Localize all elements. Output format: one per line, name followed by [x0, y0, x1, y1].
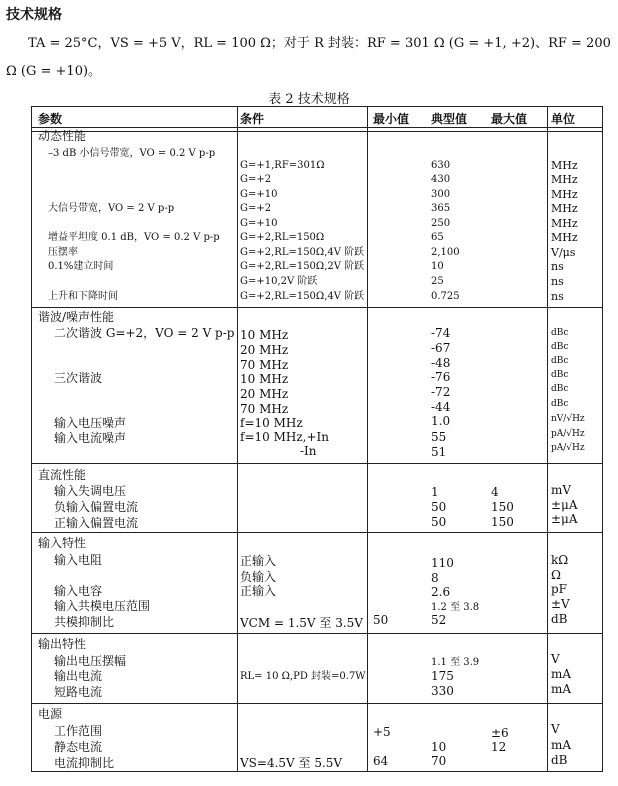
header-min: 最小值 [373, 112, 410, 126]
typ-cell: 10 [431, 261, 444, 272]
param-label: 输出电压摆幅 [54, 654, 127, 668]
intro-paragraph: TA = 25°C，VS = +5 V，RL = 100 Ω；对于 R 封装：RF = 301 Ω (G = +1, +2)、RF = 200 Ω (G = +10)。 [6, 36, 611, 79]
unit-cell: mA [551, 682, 572, 696]
cond-cell: f=10 MHz [240, 416, 303, 430]
unit-cell: pA/√Hz [551, 443, 585, 453]
cond-cell: 70 MHz [240, 358, 289, 372]
cond-cell: -In [300, 444, 317, 458]
param-label: 输入电压噪声 [54, 416, 127, 430]
max-cell: 4 [491, 485, 499, 499]
unit-cell: ns [551, 290, 564, 303]
typ-cell: 250 [431, 218, 451, 229]
cond-cell: G=+2,RL=150Ω [240, 232, 325, 243]
cond-cell: RL= 10 Ω,PD 封装=0.7W [240, 671, 366, 682]
max-cell: 12 [491, 740, 507, 754]
typ-cell: 8 [431, 571, 439, 585]
cond-cell: 20 MHz [240, 387, 289, 401]
unit-cell: mA [551, 667, 572, 681]
max-cell: 150 [491, 500, 514, 514]
cond-cell: 20 MHz [240, 343, 289, 357]
param-label: 电流抑制比 [54, 756, 115, 770]
param-label: 共模抑制比 [54, 615, 115, 629]
typ-cell: 1 [431, 485, 439, 499]
param-label: 工作范围 [54, 724, 103, 738]
min-cell: +5 [373, 725, 391, 739]
unit-cell: mV [551, 483, 572, 497]
unit-cell: dBc [551, 399, 569, 409]
header-max: 最大值 [491, 112, 528, 126]
param-label: 输入电容 [54, 584, 103, 598]
unit-cell: ±μA [551, 498, 578, 512]
section-title-output: 输出特性 [38, 637, 87, 651]
cond-cell: G=+10 [240, 189, 278, 200]
cond-cell: G=+10 [240, 218, 278, 229]
cond-cell: 10 MHz [240, 372, 289, 386]
unit-cell: mA [551, 738, 572, 752]
unit-cell: dBc [551, 384, 569, 394]
param-label: 输入电阻 [54, 553, 103, 567]
cond-cell: G=+2 [240, 174, 272, 185]
unit-cell: Ω [551, 568, 561, 582]
typ-cell: 55 [431, 430, 447, 444]
header-typ: 典型值 [431, 112, 468, 126]
typ-cell: 2,100 [431, 247, 460, 258]
unit-cell: V [551, 652, 560, 666]
section-title-noise: 谐波/噪声性能 [38, 310, 115, 324]
cond-cell: G=+2,RL=150Ω,4V 阶跃 [240, 247, 365, 258]
typ-cell: 330 [431, 684, 454, 698]
unit-cell: ns [551, 260, 564, 273]
unit-cell: pA/√Hz [551, 429, 585, 439]
typ-cell: 1.0 [431, 414, 451, 428]
typ-cell: 175 [431, 669, 454, 683]
cond-cell: G=+10,2V 阶跃 [240, 276, 318, 287]
unit-cell: dB [551, 753, 568, 767]
typ-cell: 65 [431, 232, 444, 243]
unit-cell: dBc [551, 356, 569, 366]
cond-cell: f=10 MHz,+In [240, 430, 329, 444]
unit-cell: MHz [551, 188, 578, 201]
cond-cell: G=+1,RF=301Ω [240, 160, 325, 171]
param-label: 输出电流 [54, 669, 103, 683]
param-label: 二次谐波 G=+2，VO = 2 V p-p [54, 326, 235, 340]
param-label: 正输入偏置电流 [54, 516, 139, 530]
header-param: 参数 [38, 112, 63, 126]
cond-cell: G=+2 [240, 203, 272, 214]
unit-cell: V [551, 722, 560, 736]
section-title-dynamic: 动态性能 [38, 129, 87, 143]
max-cell: ±6 [491, 726, 509, 740]
table-caption: 表 2 技术规格 [268, 92, 350, 107]
min-cell: 50 [373, 613, 389, 627]
param-label: 输入失调电压 [54, 484, 127, 498]
unit-cell: MHz [551, 217, 578, 230]
param-label: –3 dB 小信号带宽，VO = 0.2 V p-p [48, 148, 216, 159]
unit-cell: dB [551, 612, 568, 626]
typ-cell: 1.2 至 3.8 [431, 602, 480, 613]
typ-cell: 365 [431, 203, 451, 214]
typ-cell: 1.1 至 3.9 [431, 657, 480, 668]
typ-cell: 0.725 [431, 291, 460, 302]
typ-cell: 300 [431, 189, 451, 200]
max-cell: 150 [491, 515, 514, 529]
param-label: 上升和下降时间 [48, 291, 118, 302]
cond-cell: 70 MHz [240, 402, 289, 416]
cond-cell: 10 MHz [240, 328, 289, 342]
param-label: 输入共模电压范围 [54, 599, 151, 613]
cond-cell: 正输入 [240, 584, 277, 598]
param-label: 输入电流噪声 [54, 431, 127, 445]
typ-cell: 430 [431, 174, 451, 185]
unit-cell: MHz [551, 231, 578, 244]
param-label: 压摆率 [48, 247, 78, 258]
header-unit: 单位 [551, 112, 576, 126]
typ-cell: 50 [431, 500, 447, 514]
cond-cell: G=+2,RL=150Ω,2V 阶跃 [240, 261, 365, 272]
unit-cell: kΩ [551, 553, 569, 567]
unit-cell: V/μs [551, 246, 576, 259]
cond-cell: G=+2,RL=150Ω,4V 阶跃 [240, 291, 365, 302]
param-label: 增益平坦度 0.1 dB，VO = 0.2 V p-p [48, 232, 220, 243]
cond-cell: VS=4.5V 至 5.5V [240, 756, 343, 770]
typ-cell: 51 [431, 445, 447, 459]
unit-cell: dBc [551, 342, 569, 352]
typ-cell: 10 [431, 740, 447, 754]
unit-cell: dBc [551, 370, 569, 380]
header-cond: 条件 [240, 112, 265, 126]
unit-cell: MHz [551, 173, 578, 186]
unit-cell: MHz [551, 202, 578, 215]
cond-cell: 负输入 [240, 570, 277, 584]
typ-cell: -72 [431, 385, 451, 399]
section-title-power: 电源 [38, 707, 63, 721]
unit-cell: ±μA [551, 512, 578, 526]
typ-cell: -76 [431, 370, 451, 384]
typ-cell: -44 [431, 400, 451, 414]
typ-cell: 52 [431, 613, 447, 627]
unit-cell: ±V [551, 597, 570, 611]
section-title-dc: 直流性能 [38, 468, 87, 482]
typ-cell: 25 [431, 276, 444, 287]
typ-cell: 50 [431, 515, 447, 529]
min-cell: 64 [373, 754, 389, 768]
unit-cell: MHz [551, 159, 578, 172]
typ-cell: -48 [431, 356, 451, 370]
param-label: 静态电流 [54, 740, 103, 754]
typ-cell: 630 [431, 160, 451, 171]
typ-cell: -74 [431, 326, 451, 340]
cond-cell: 正输入 [240, 554, 277, 568]
cond-cell: VCM = 1.5V 至 3.5V [240, 616, 363, 630]
param-label: 三次谐波 [54, 371, 103, 385]
param-label: 大信号带宽，VO = 2 V p-p [48, 203, 175, 214]
unit-cell: ns [551, 275, 564, 288]
unit-cell: dBc [551, 328, 569, 338]
unit-cell: pF [551, 582, 568, 596]
typ-cell: 110 [431, 556, 454, 570]
typ-cell: 2.6 [431, 585, 451, 599]
spec-table [31, 106, 603, 772]
param-label: 负输入偏置电流 [54, 500, 139, 514]
typ-cell: -67 [431, 341, 451, 355]
typ-cell: 70 [431, 754, 447, 768]
param-label: 0.1%建立时间 [48, 261, 114, 272]
param-label: 短路电流 [54, 685, 103, 699]
section-title-input: 输入特性 [38, 536, 87, 550]
unit-cell: nV/√Hz [551, 414, 585, 424]
section-heading: 技术规格 [6, 7, 62, 23]
